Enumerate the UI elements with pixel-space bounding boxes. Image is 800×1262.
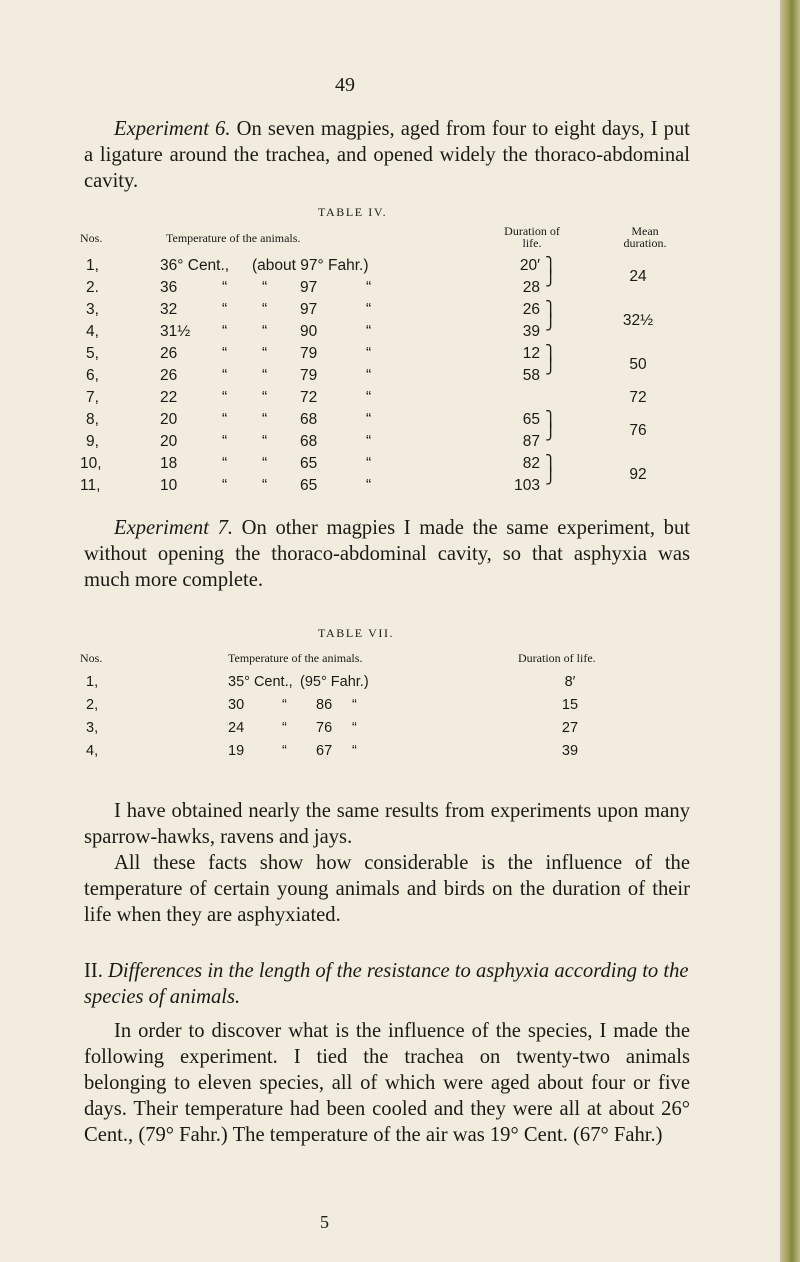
ditto-mark: “ <box>366 411 372 428</box>
table-cell-duration: 8′ <box>564 674 576 690</box>
paragraph-species-experiment: In order to discover what is the influence of the species, I made the following experiment. I tied the trachea on twenty-two animals belonging to eleven species, all of which were aged about four or five days. Their temperature had been cooled and they were all at about 26° Cent., (79° Fahr.) The temperature of the air was 19° Cent. (67° Fahr.) <box>84 1020 690 1146</box>
table-cell-no: 9, <box>86 433 99 450</box>
table-cell-mean: 32½ <box>622 312 654 329</box>
ditto-mark: “ <box>262 389 268 406</box>
table-cell-fahr: 68 <box>300 411 318 428</box>
experiment-7-text: On other magpies I made the same experiment, but without opening the thoraco-abdominal cavity, so that asphyxia was much more complete. <box>84 517 690 591</box>
table-cell-fahr: 72 <box>300 389 318 406</box>
table-cell-fahr: 65 <box>300 477 318 494</box>
ditto-mark: “ <box>222 323 228 340</box>
table-7-header-nos: Nos. <box>80 651 103 665</box>
paragraph-results: I have obtained nearly the same results from experiments upon many sparrow-hawks, ravens and jays. <box>84 800 690 848</box>
table-cell-duration: 87 <box>522 433 540 450</box>
table-4-header-duration: Duration of life. <box>504 224 560 250</box>
table-cell-duration: 58 <box>522 367 540 384</box>
ditto-mark: “ <box>262 455 268 472</box>
experiment-6-paragraph <box>84 116 690 194</box>
table-cell-cent: 20 <box>160 433 178 450</box>
table-cell-duration: 26 <box>522 301 540 318</box>
table-cell-duration: 28 <box>522 279 540 296</box>
table-cell-duration: 82 <box>522 455 540 472</box>
table-cell-fahr: 79 <box>300 345 318 362</box>
ditto-mark: “ <box>282 720 287 736</box>
table-cell-no: 10, <box>80 455 102 472</box>
table-cell-duration: 12 <box>522 345 540 362</box>
table-cell-cent: 31½ <box>160 323 191 340</box>
ditto-mark: “ <box>366 367 372 384</box>
table-cell-cent: 30 <box>228 697 245 713</box>
table-cell-mean: 92 <box>629 466 647 483</box>
ditto-mark: “ <box>262 367 268 384</box>
table-7-caption: TABLE VII. <box>318 626 395 640</box>
table-cell-no: 1, <box>86 674 99 690</box>
ditto-mark: “ <box>222 477 228 494</box>
ditto-mark: “ <box>262 279 268 296</box>
page-number: 49 <box>335 74 355 96</box>
brace-icon: ⎫ ⎭ <box>545 300 557 331</box>
ditto-mark: “ <box>366 301 372 318</box>
table-cell-cent: 18 <box>160 455 178 472</box>
table-cell-cent: 10 <box>160 477 178 494</box>
experiment-7-label: Experiment 7. <box>114 517 234 539</box>
ditto-mark: “ <box>222 367 228 384</box>
ditto-mark: “ <box>352 697 357 713</box>
species-paragraph-block <box>84 1018 690 1148</box>
ditto-mark: “ <box>262 411 268 428</box>
ditto-mark: “ <box>352 720 357 736</box>
ditto-mark: “ <box>262 323 268 340</box>
ditto-mark: “ <box>282 697 287 713</box>
ditto-mark: “ <box>222 389 228 406</box>
ditto-mark: “ <box>262 477 268 494</box>
table-cell-fahr: (95° Fahr.) <box>300 674 369 690</box>
ditto-mark: “ <box>366 389 372 406</box>
table-4-header-nos: Nos. <box>80 231 103 245</box>
table-cell-fahr: 97 <box>300 279 318 296</box>
table-cell-no: 3, <box>86 301 99 318</box>
table-cell-no: 3, <box>86 720 99 736</box>
brace-icon: ⎫ ⎭ <box>545 256 557 287</box>
table-cell-cent: 26 <box>160 345 178 362</box>
table-7-header-duration: Duration of life. <box>518 651 596 665</box>
table-cell-cent: 24 <box>228 720 245 736</box>
table-cell-no: 11, <box>80 477 101 494</box>
table-cell-cent: 36 <box>160 279 178 296</box>
table-cell-no: 6, <box>86 367 99 384</box>
brace-icon: ⎫ ⎭ <box>545 344 557 375</box>
table-cell-cent: 26 <box>160 367 178 384</box>
table-cell-fahr: 65 <box>300 455 318 472</box>
table-cell-no: 4, <box>86 743 99 759</box>
table-cell-fahr: 76 <box>316 720 333 736</box>
table-4-header-temperature: Temperature of the animals. <box>166 231 301 245</box>
brace-icon: ⎫ ⎭ <box>545 454 557 485</box>
table-cell-fahr: 97 <box>300 301 318 318</box>
table-cell-mean: 76 <box>629 422 647 439</box>
ditto-mark: “ <box>366 279 372 296</box>
ditto-mark: “ <box>222 411 228 428</box>
section-heading <box>84 958 690 1010</box>
ditto-mark: “ <box>366 477 372 494</box>
ditto-mark: “ <box>366 433 372 450</box>
table-cell-cent: 35° Cent., <box>228 674 293 690</box>
table-cell-fahr: 68 <box>300 433 318 450</box>
table-cell-duration: 39 <box>561 743 579 759</box>
ditto-mark: “ <box>262 301 268 318</box>
table-4-caption: TABLE IV. <box>318 205 388 219</box>
table-cell-fahr: 79 <box>300 367 318 384</box>
table-cell-fahr: 86 <box>316 697 333 713</box>
table-cell-duration: 15 <box>561 697 579 713</box>
table-cell-duration: 103 <box>514 477 540 494</box>
table-cell-cent: 20 <box>160 411 178 428</box>
table-cell-no: 5, <box>86 345 99 362</box>
table-cell-duration: 27 <box>561 720 579 736</box>
table-cell-fahr: (about 97° Fahr.) <box>252 257 369 274</box>
experiment-6-label: Experiment 6. <box>114 118 231 140</box>
body-text-block <box>84 798 690 928</box>
table-cell-cent: 36° Cent., <box>160 257 230 274</box>
signature-mark: 5 <box>320 1212 329 1232</box>
ditto-mark: “ <box>352 743 357 759</box>
table-cell-fahr: 90 <box>300 323 318 340</box>
brace-icon: ⎫ ⎭ <box>545 410 557 441</box>
table-cell-no: 4, <box>86 323 99 340</box>
ditto-mark: “ <box>222 433 228 450</box>
table-cell-mean: 24 <box>629 268 647 285</box>
table-cell-no: 7, <box>86 389 99 406</box>
ditto-mark: “ <box>262 433 268 450</box>
table-7-header-temperature: Temperature of the animals. <box>228 651 363 665</box>
ditto-mark: “ <box>222 301 228 318</box>
table-4-header-mean: Mean duration. <box>623 224 667 250</box>
experiment-6-text: On seven magpies, aged from four to eight days, I put a ligature around the trachea, and opened widely the thoraco-abdominal cavity. <box>84 118 690 192</box>
table-cell-duration: 65 <box>522 411 540 428</box>
table-cell-duration: 39 <box>522 323 540 340</box>
experiment-7-paragraph <box>84 515 690 593</box>
table-cell-cent: 32 <box>160 301 178 318</box>
ditto-mark: “ <box>366 323 372 340</box>
table-cell-no: 2. <box>86 279 99 296</box>
section-title: Differences in the length of the resistance to asphyxia according to the species of animals. <box>84 960 689 1008</box>
ditto-mark: “ <box>366 455 372 472</box>
ditto-mark: “ <box>262 345 268 362</box>
table-cell-mean: 72 <box>629 389 647 406</box>
table-cell-mean: 50 <box>629 356 647 373</box>
ditto-mark: “ <box>222 279 228 296</box>
table-cell-fahr: 67 <box>316 743 333 759</box>
table-cell-cent: 22 <box>160 389 178 406</box>
table-cell-no: 8, <box>86 411 99 428</box>
table-cell-no: 2, <box>86 697 99 713</box>
table-cell-duration: 20′ <box>519 257 540 274</box>
ditto-mark: “ <box>366 345 372 362</box>
section-number: II. <box>84 960 103 982</box>
ditto-mark: “ <box>222 345 228 362</box>
paragraph-facts: All these facts show how considerable is the influence of the temperature of certain young animals and birds on the duration of their life when they are asphyxiated. <box>84 852 690 926</box>
ditto-mark: “ <box>282 743 287 759</box>
page-edge-binding <box>780 0 800 1262</box>
table-cell-no: 1, <box>86 257 99 274</box>
table-cell-cent: 19 <box>228 743 245 759</box>
ditto-mark: “ <box>222 455 228 472</box>
